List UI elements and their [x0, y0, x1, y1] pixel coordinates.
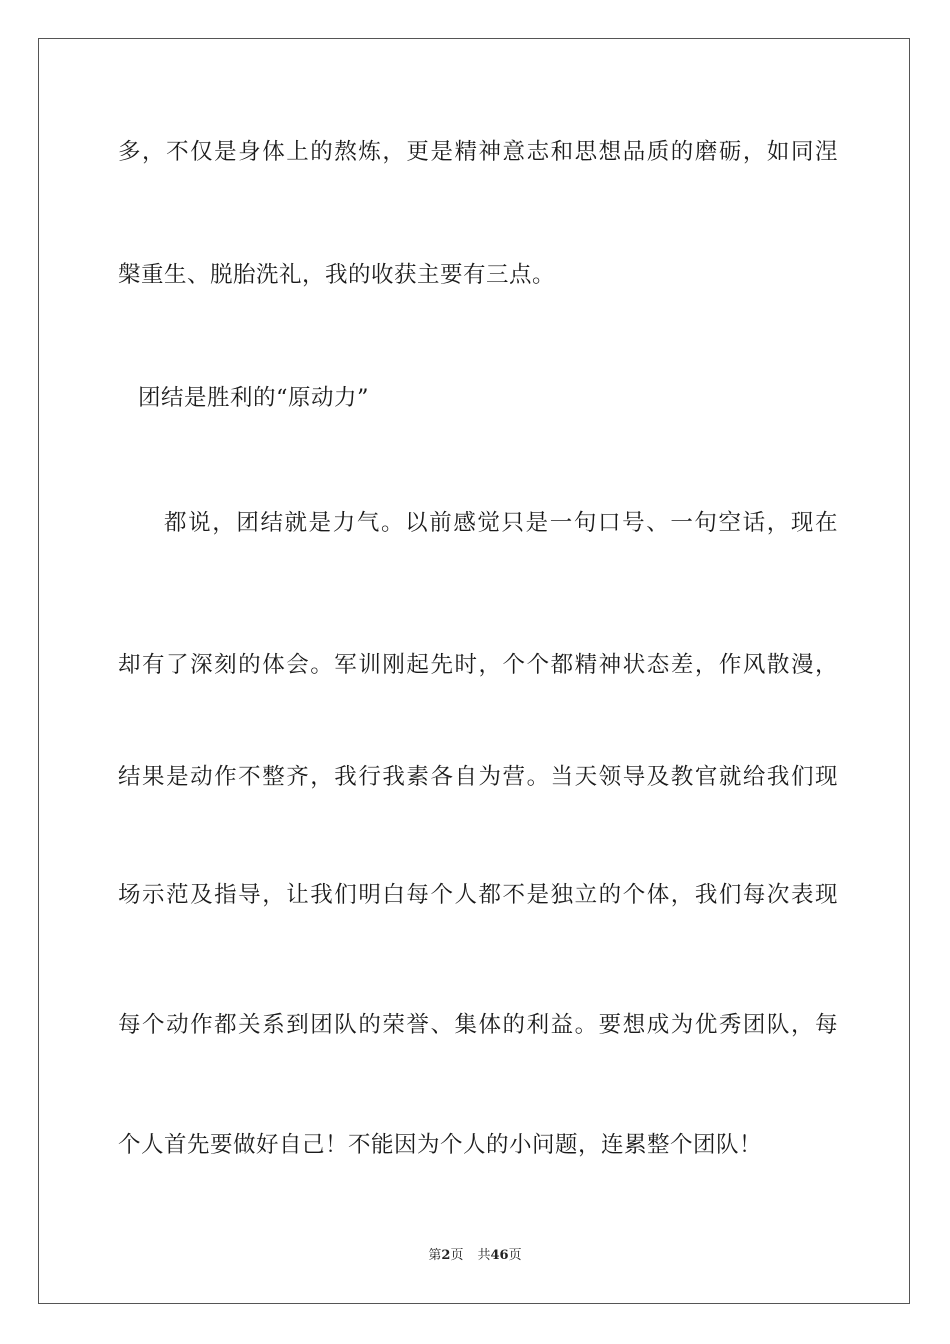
footer-page-total: 46 — [490, 1248, 509, 1263]
body-text-line: 场示范及指导，让我们明白每个人都不是独立的个体，我们每次表现 — [118, 882, 838, 908]
footer-page-suffix: 页 — [450, 1248, 464, 1263]
footer-page-current: 2 — [441, 1248, 451, 1263]
body-text-line: 结果是动作不整齐，我行我素各自为营。当天领导及教官就给我们现 — [118, 764, 838, 790]
page-footer — [0, 1247, 950, 1265]
body-text-line: 个人首先要做好自己！不能因为个人的小问题，连累整个团队！ — [118, 1132, 763, 1158]
body-text-line: 槃重生、脱胎洗礼，我的收获主要有三点。 — [118, 262, 556, 288]
body-text-line: 多，不仅是身体上的熬炼，更是精神意志和思想品质的磨砺，如同涅 — [118, 139, 838, 165]
footer-total-prefix: 共 — [477, 1248, 491, 1263]
section-heading: 团结是胜利的“原动力” — [138, 385, 370, 411]
footer-page-prefix: 第 — [428, 1248, 442, 1263]
body-text-line: 都说，团结就是力气。以前感觉只是一句口号、一句空话，现在 — [164, 510, 838, 536]
footer-total-suffix: 页 — [508, 1248, 522, 1263]
body-text-line: 却有了深刻的体会。军训刚起先时，个个都精神状态差，作风散漫， — [118, 652, 838, 678]
body-text-line: 每个动作都关系到团队的荣誉、集体的利益。要想成为优秀团队，每 — [118, 1012, 838, 1038]
